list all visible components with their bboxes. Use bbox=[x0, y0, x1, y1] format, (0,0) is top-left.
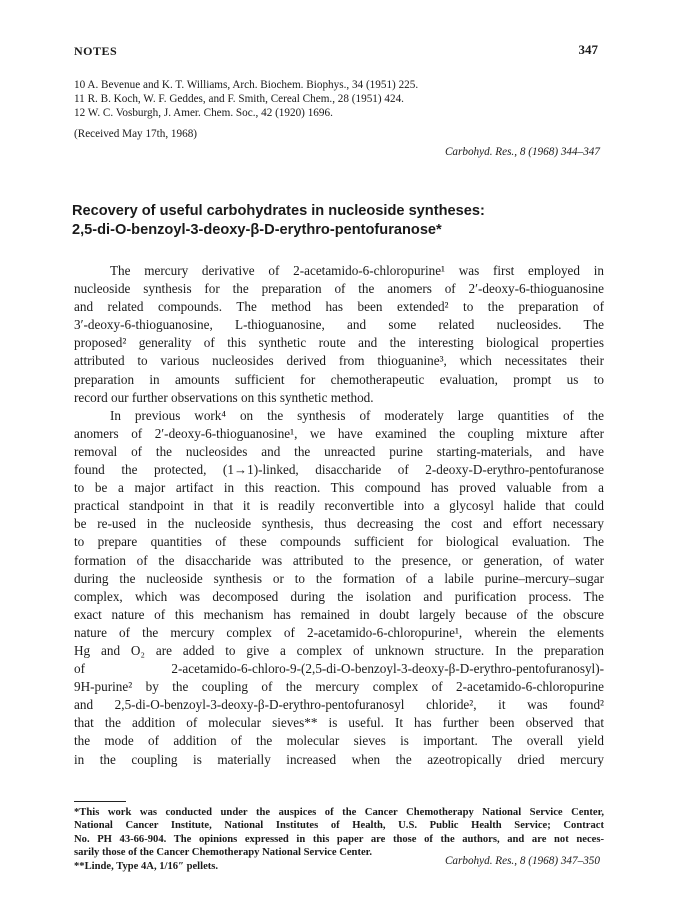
body-line: 3′-deoxy-6-thioguanosine, L-thioguanosine, and some related nucleosides. The bbox=[74, 317, 604, 333]
footnote-line: **Linde, Type 4A, 1/16″ pellets. bbox=[74, 860, 219, 872]
footnote-line: *This work was conducted under the auspices of the Cancer Chemotherapy National Service Center, bbox=[74, 807, 604, 818]
article-body bbox=[74, 262, 604, 769]
body-line: found the protected, (1→1)-linked, disaccharide of 2-deoxy-D-erythro-pentofuranose bbox=[74, 462, 604, 478]
body-line: be re-used in the nucleoside synthesis, thus decreasing the cost and effort necessary bbox=[74, 516, 604, 532]
body-line: to prepare quantities of these compounds sufficient for biological evaluation. The bbox=[74, 534, 604, 550]
body-line: of 2-acetamido-6-chloro-9-(2,5-di-O-benzoyl-3-deoxy-β-D-erythro-pentofuranosyl)- bbox=[74, 661, 604, 677]
body-line: practical standpoint in that it is readily reconvertible into a glycosyl halide that could bbox=[74, 498, 604, 514]
article-title bbox=[72, 202, 612, 240]
citation-previous-article: Carbohyd. Res., 8 (1968) 344–347 bbox=[444, 146, 600, 158]
footnote-divider bbox=[74, 801, 126, 802]
title-line: 2,5-di-O-benzoyl-3-deoxy-β-D-erythro-pentofuranose* bbox=[72, 222, 442, 238]
body-line: and related compounds. The method has been extended² to the preparation of bbox=[74, 299, 604, 315]
body-line: nucleoside synthesis for the preparation of the anomers of 2′-deoxy-6-thioguanosine bbox=[74, 281, 604, 297]
body-line: in the coupling is materially increased when the azeotropically dried mercury bbox=[74, 751, 604, 767]
body-line: preparation in amounts sufficient for chemotherapeutic evaluation, prompt us to bbox=[74, 371, 604, 387]
body-line: complex, which was decomposed during the isolation and purification process. The bbox=[74, 588, 604, 604]
body-line: the mode of addition of the molecular sieves is important. The overall yield bbox=[74, 733, 604, 749]
running-head: NOTES bbox=[74, 44, 118, 58]
body-line: and 2,5-di-O-benzoyl-3-deoxy-β-D-erythro-pentofuranosyl chloride², it was found² bbox=[74, 697, 604, 713]
body-line: removal of the nucleosides and the unreacted purine starting-materials, and have bbox=[74, 443, 604, 459]
body-line: exact nature of this mechanism has remained in doubt largely because of the obscure bbox=[74, 606, 604, 622]
received-date: (Received May 17th, 1968) bbox=[74, 128, 198, 140]
body-line: to be a major artifact in this reaction. This compound has proved valuable from a bbox=[74, 480, 604, 496]
footnote-line: No. PH 43-66-904. The opinions expressed in this paper are those of the authors, and are not neces- bbox=[74, 833, 604, 845]
body-line: that the addition of molecular sieves** is useful. It has further been observed that bbox=[74, 715, 604, 731]
body-line: nature of the mercury complex of 2-acetamido-6-chloropurine¹, wherein the elements bbox=[74, 624, 604, 640]
reference-item: 12 W. C. Vosburgh, J. Amer. Chem. Soc., 42 (1920) 1696. bbox=[74, 107, 333, 119]
body-line: formation of the disaccharide was attributed to the presence, or generation, of water bbox=[74, 552, 604, 568]
page-number: 347 bbox=[578, 42, 598, 57]
body-line: record our further observations on this synthetic method. bbox=[74, 389, 374, 405]
body-line: attributed to various nucleosides derived from thioguanine³, which necessitates their bbox=[74, 353, 604, 369]
citation-current-article: Carbohyd. Res., 8 (1968) 347–350 bbox=[444, 855, 600, 867]
body-line: Hg and O₂ are added to give a complex of unknown structure. In the preparation bbox=[74, 642, 604, 658]
reference-item: 11 R. B. Koch, W. F. Geddes, and F. Smith, Cereal Chem., 28 (1951) 424. bbox=[74, 93, 404, 105]
reference-list bbox=[74, 78, 418, 120]
footnote-line: National Cancer Institute, National Institutes of Health, U.S. Public Health Service; Contract bbox=[74, 820, 604, 832]
title-line: Recovery of useful carbohydrates in nucleoside syntheses: bbox=[72, 203, 485, 219]
footnote-line: sarily those of the Cancer Chemotherapy National Service Center. bbox=[74, 847, 373, 859]
body-line: anomers of 2′-deoxy-6-thioguanosine¹, we have examined the coupling mixture after bbox=[74, 425, 604, 441]
body-line: In previous work⁴ on the synthesis of moderately large quantities of the bbox=[110, 407, 604, 423]
body-line: The mercury derivative of 2-acetamido-6-chloropurine¹ was first employed in bbox=[110, 263, 604, 278]
body-line: proposed² generality of this synthetic route and the interesting biological properties bbox=[74, 335, 604, 351]
body-line: 9H-purine² by the coupling of the mercury complex of 2-acetamido-6-chloropurine bbox=[74, 679, 604, 695]
body-line: during the nucleoside synthesis or to the formation of a labile purine–mercury–sugar bbox=[74, 570, 604, 586]
reference-item: 10 A. Bevenue and K. T. Williams, Arch. Biochem. Biophys., 34 (1951) 225. bbox=[74, 79, 419, 91]
